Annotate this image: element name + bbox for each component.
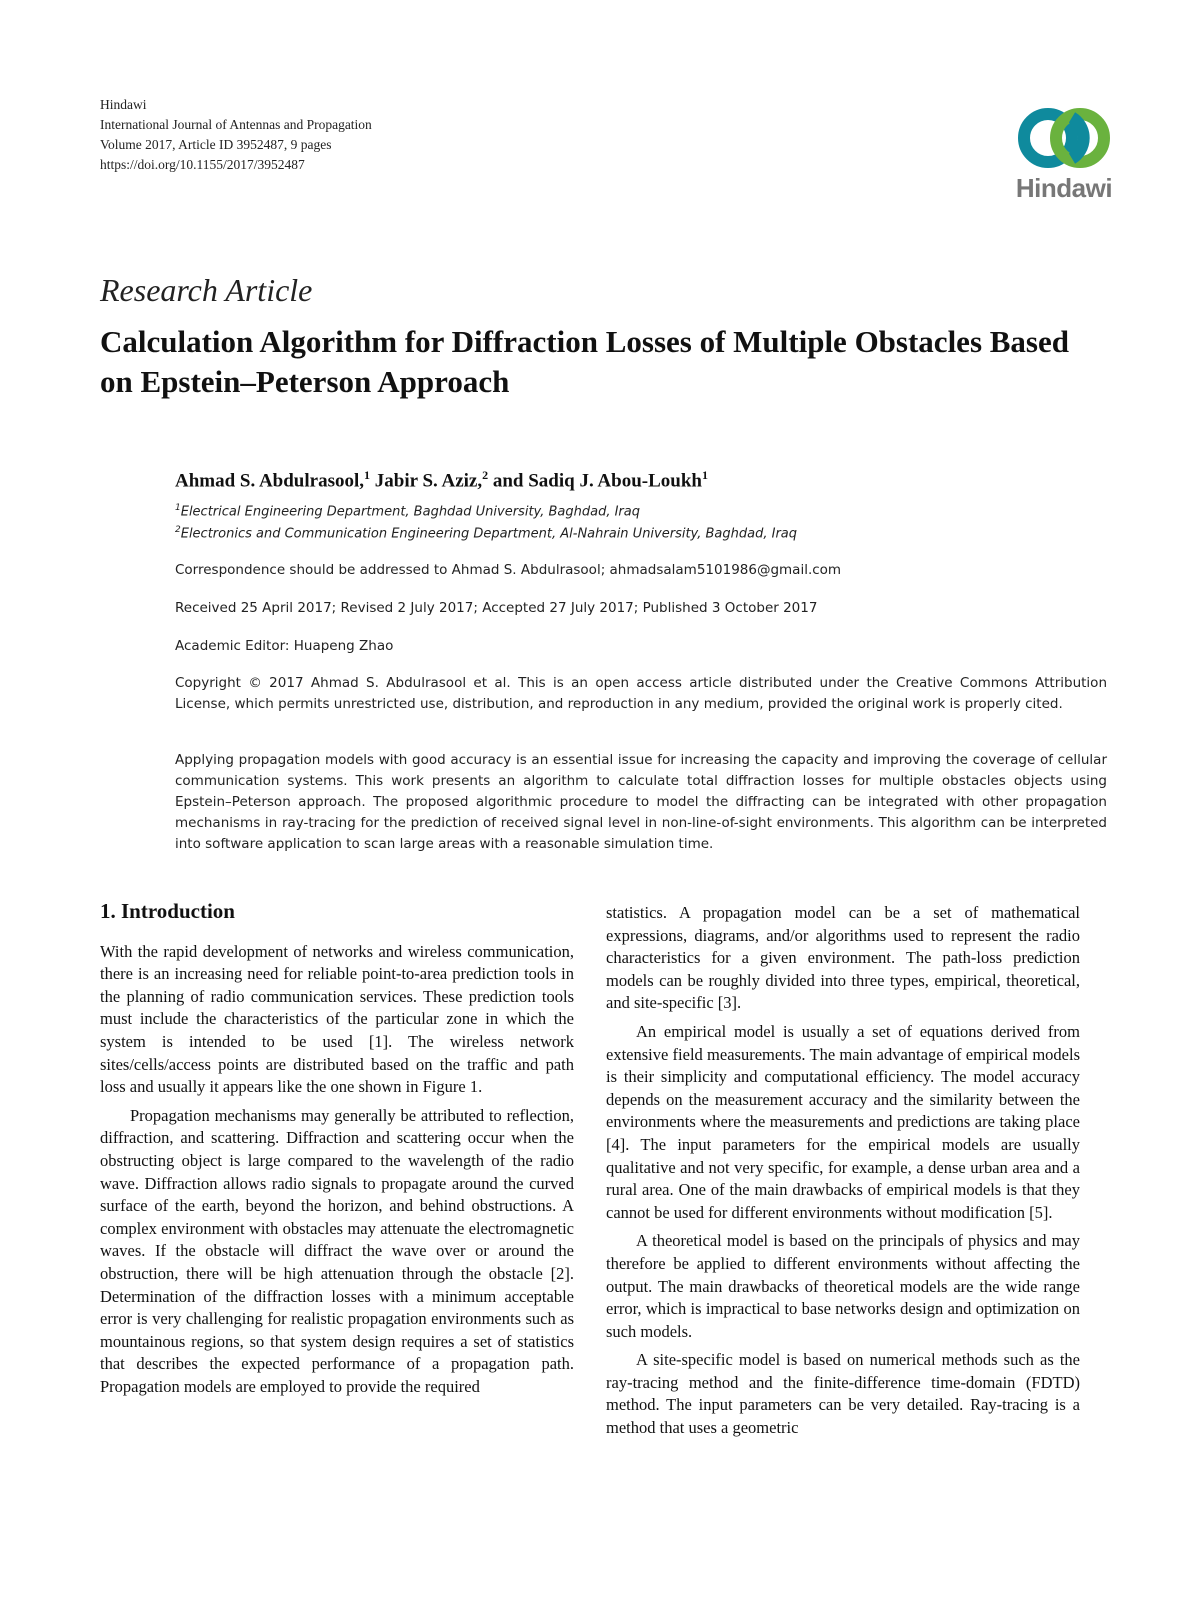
volume-info: Volume 2017, Article ID 3952487, 9 pages xyxy=(100,137,332,152)
article-title: Calculation Algorithm for Diffraction Losses of Multiple Obstacles Based on Epstein–Peterson Approach xyxy=(100,324,1069,399)
body-column-left xyxy=(100,900,574,1398)
article-type: Research Article xyxy=(100,272,313,308)
body-paragraph: A theoretical model is based on the principals of physics and may therefore be applied to different environments without affecting the output. The main drawbacks of theoretical models are the wide range error, which is impractical to base networks design and optimization on such models. xyxy=(606,1231,1080,1341)
hindawi-rings-logo-icon xyxy=(1012,105,1116,171)
affiliation-marker: 1 xyxy=(175,503,181,513)
affiliation-text: Electronics and Communication Engineering Department, Al-Nahrain University, Baghdad, Iraq xyxy=(180,526,798,542)
affiliation-marker: 2 xyxy=(175,525,181,535)
logo-wordmark: Hindawi xyxy=(1015,173,1113,203)
article-dates: Received 25 April 2017; Revised 2 July 2017; Accepted 27 July 2017; Published 3 October 2017 xyxy=(175,600,818,616)
copyright-notice: Copyright © 2017 Ahmad S. Abdulrasool et al. This is an open access article distributed under the Creative Commons Attribution License, which permits unrestricted use, distribution, and reproduction in any medium, provided the original work is properly cited. xyxy=(175,675,1107,712)
journal-name: International Journal of Antennas and Propagation xyxy=(100,117,372,132)
body-paragraph: With the rapid development of networks and wireless communication, there is an increasing need for reliable point-to-area prediction tools in the planning of radio communication services. These prediction tools must include the characteristics of the particular zone in which the system is intended to be used [1]. The wireless network sites/cells/access points are distributed based on the traffic and path loss and usually it appears like the one shown in Figure 1. xyxy=(100,941,574,1097)
section-title: 1. Introduction xyxy=(100,899,235,923)
affiliation-1 xyxy=(175,498,1107,522)
author-affiliation-marker: 1 xyxy=(364,468,371,482)
abstract: Applying propagation models with good accuracy is an essential issue for increasing the capacity and improving the coverage of cellular communication systems. This work presents an algorithm to calculate total diffraction losses for multiple obstacles objects using Epstein–Peterson approach. The proposed algorithmic procedure to model the diffracting can be integrated with other propagation mechanisms in ray-tracing for the prediction of received signal level in non-line-of-sight environments. This algorithm can be interpreted into software application to scan large areas with a reasonable simulation time. xyxy=(175,752,1107,852)
publisher-name: Hindawi xyxy=(100,97,147,112)
affiliation-text: Electrical Engineering Department, Baghdad University, Baghdad, Iraq xyxy=(180,504,640,520)
body-paragraph: statistics. A propagation model can be a set of mathematical expressions, diagrams, and/or algorithms used to represent the radio characteristics for a given environment. The path-loss prediction models can be roughly divided into three types, empirical, theoretical, and site-specific [3]. xyxy=(606,903,1080,1013)
author-affiliation-marker: 2 xyxy=(482,468,489,482)
author-name: and Sadiq J. Abou-Loukh xyxy=(492,470,702,492)
author-name: Ahmad S. Abdulrasool, xyxy=(175,470,365,492)
academic-editor: Academic Editor: Huapeng Zhao xyxy=(175,638,394,654)
author-list xyxy=(175,468,708,492)
body-paragraph: A site-specific model is based on numerical methods such as the ray-tracing method and the finite-difference time-domain (FDTD) method. The input parameters can be very detailed. Ray-tracing is a method that uses a geometric xyxy=(606,1350,1080,1438)
body-column-right xyxy=(606,902,1080,1440)
correspondence: Correspondence should be addressed to Ahmad S. Abdulrasool; ahmadsalam5101986@gmail.com xyxy=(175,562,842,578)
doi-link[interactable]: https://doi.org/10.1155/2017/3952487 xyxy=(100,157,305,172)
body-paragraph: An empirical model is usually a set of equations derived from extensive field measurements. The main advantage of empirical models is their simplicity and computational efficiency. The model accuracy depends on the measurement accuracy and the similarity between the environments where the measurements and predictions are taking place [4]. The input parameters for the empirical models are usually qualitative and not very specific, for example, a dense urban area and a rural area. One of the main drawbacks of empirical models is that they cannot be used for different environments without modification [5]. xyxy=(606,1021,1080,1222)
body-paragraph: Propagation mechanisms may generally be attributed to reflection, diffraction, and scattering. Diffraction and scattering occur when the obstructing object is large compared to the wavelength of the radio wave. Diffraction allows radio signals to propagate around the curved surface of the earth, beyond the horizon, and behind obstructions. A complex environment with obstacles may attenuate the electromagnetic waves. If the obstacle will diffract the wave over or around the obstruction, there will be high attenuation through the obstacle [2]. Determination of the diffraction losses with a minimum acceptable error is very challenging for realistic propagation environments such as mountainous regions, so that system design requires a set of statistics that describes the expected performance of a propagation path. Propagation models are employed to provide the required xyxy=(100,1105,574,1396)
author-affiliation-marker: 1 xyxy=(701,468,708,482)
author-name: Jabir S. Aziz, xyxy=(374,470,483,492)
hindawi-logo xyxy=(1008,105,1120,205)
affiliation-2 xyxy=(175,520,1107,544)
journal-header xyxy=(100,95,372,175)
